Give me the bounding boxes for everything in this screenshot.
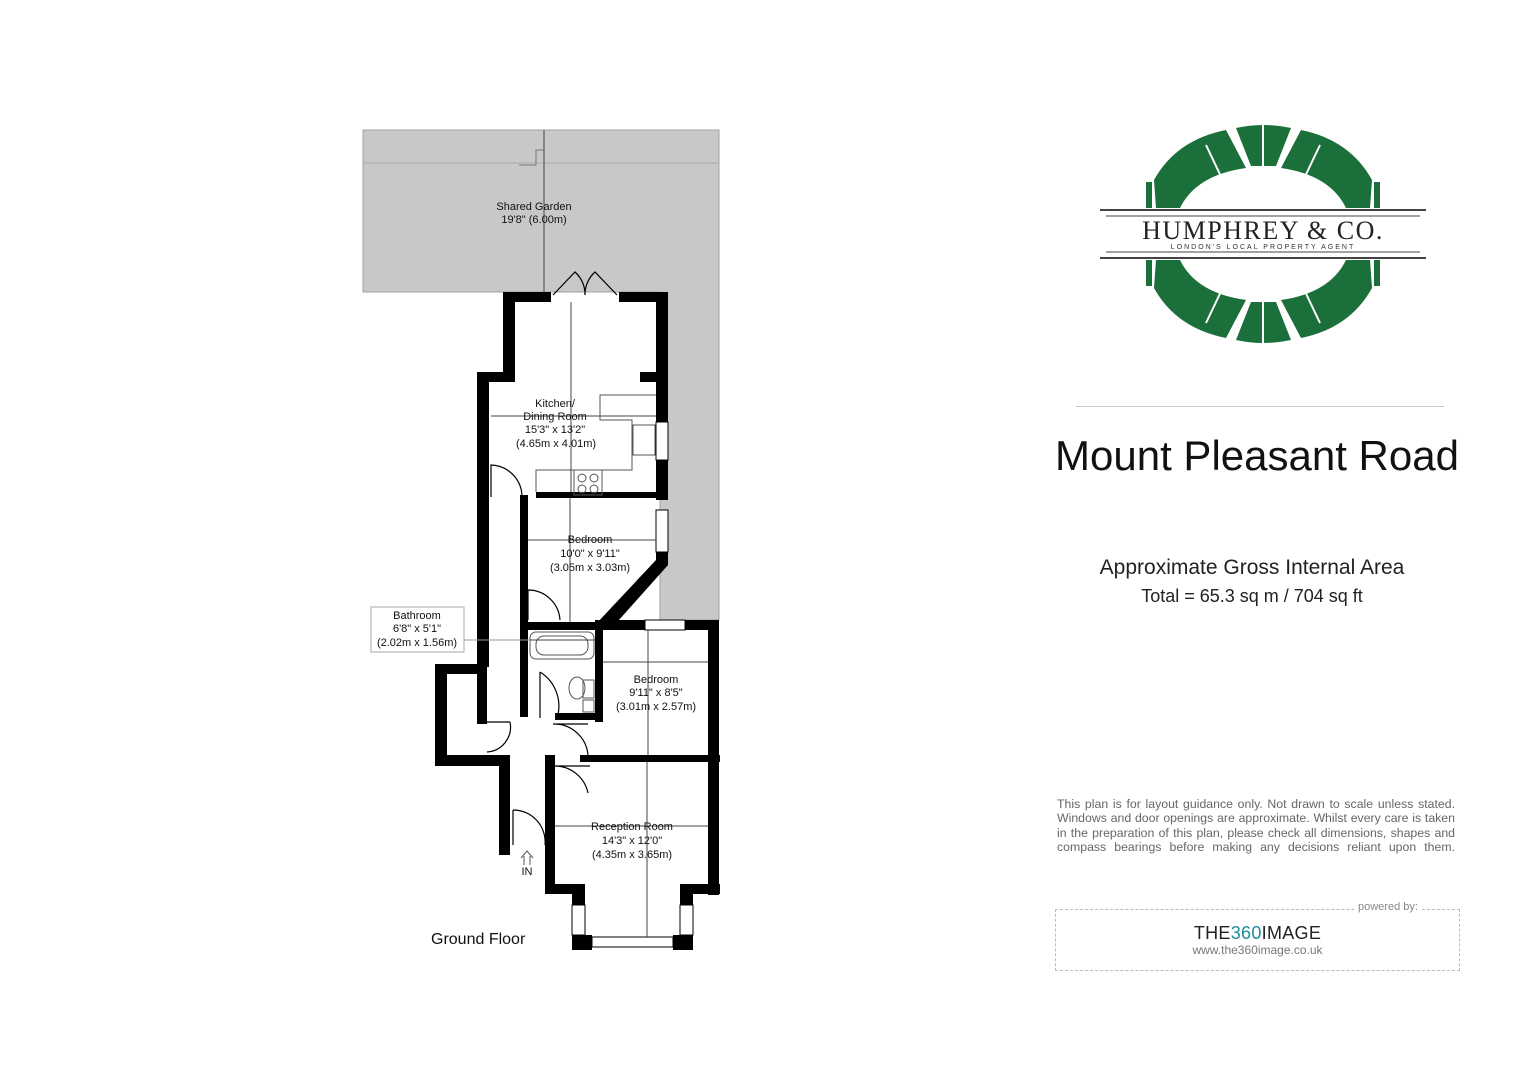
bathroom-label: Bathroom	[393, 610, 441, 622]
logo-banner	[1100, 208, 1426, 260]
bedroom2-dims-metric: (3.01m x 2.57m)	[615, 701, 697, 713]
kitchen-label-1: Kitchen/	[535, 398, 575, 410]
disclaimer-text: This plan is for layout guidance only. Not drawn to scale unless stated. Windows and door openings are approximate. Whilst every care is taken in the preparation of this plan, please check all dimensions, shapes and compass bearings before making any decisions reliant upon them.	[1057, 797, 1455, 855]
garden-dims: 19'8" (6.00m)	[501, 214, 567, 226]
agent-tagline: LONDON'S LOCAL PROPERTY AGENT	[1170, 244, 1356, 251]
reception-dims-imperial: 14'3" x 12'0"	[601, 835, 663, 847]
kitchen-dims-metric: (4.65m x 4.01m)	[515, 438, 597, 450]
credit-brand-mid: 360	[1230, 923, 1262, 943]
bathroom-dims-imperial: 6'8" x 5'1"	[392, 623, 442, 635]
bedroom1-dims-metric: (3.05m x 3.03m)	[549, 562, 631, 574]
bedroom1-label: Bedroom	[567, 534, 613, 546]
entrance-arrow-icon	[521, 851, 533, 865]
powered-by-label: powered by:	[1354, 901, 1422, 913]
bedroom2-dims-imperial: 9'11" x 8'5"	[629, 687, 683, 699]
property-title: Mount Pleasant Road	[1055, 432, 1459, 479]
area-total: Total = 65.3 sq m / 704 sq ft	[1141, 586, 1363, 606]
reception-dims-metric: (4.35m x 3.65m)	[591, 849, 673, 861]
title-divider	[1076, 406, 1444, 407]
kitchen-dims-imperial: 15'3" x 13'2"	[524, 424, 586, 436]
agent-logo	[1096, 120, 1430, 348]
kitchen-label-2: Dining Room	[523, 411, 587, 423]
garden-label: Shared Garden	[496, 201, 572, 213]
reception-label: Reception Room	[591, 821, 673, 833]
credit-url[interactable]: www.the360image.co.uk	[1192, 943, 1323, 957]
credit-brand	[1055, 923, 1460, 944]
bedroom1-dims-imperial: 10'0" x 9'11"	[560, 548, 620, 560]
credit-brand-post: IMAGE	[1261, 923, 1322, 943]
agent-name: HUMPHREY & CO.	[1142, 216, 1384, 245]
area-heading: Approximate Gross Internal Area	[1099, 556, 1405, 579]
floor-name: Ground Floor	[431, 931, 526, 948]
bedroom2-label: Bedroom	[633, 674, 679, 686]
credit-brand-pre: THE	[1193, 923, 1231, 943]
bathroom-dims-metric: (2.02m x 1.56m)	[376, 637, 458, 649]
entrance-label: IN	[521, 866, 533, 878]
